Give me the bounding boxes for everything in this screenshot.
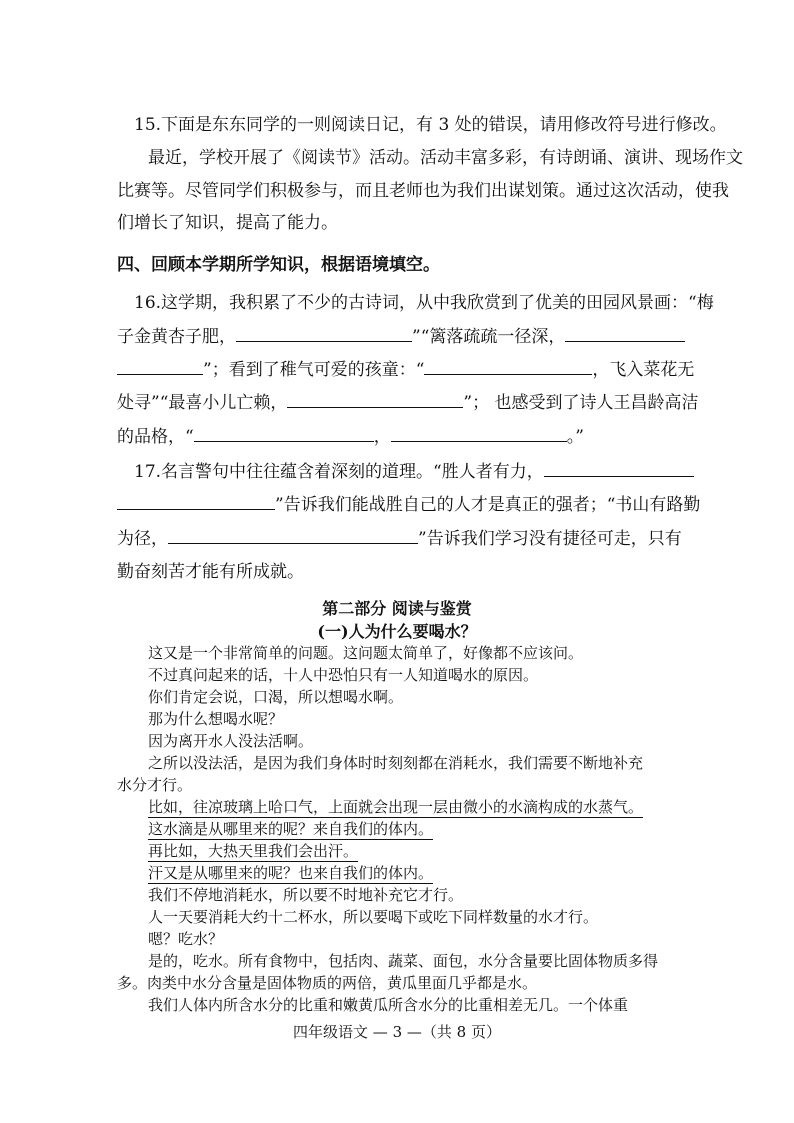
q16-line-3 [117,357,694,382]
q16-line-5-text-c: 。” [566,427,584,447]
passage-title: (一)人为什么要喝水？ [317,622,477,641]
q15-stem: 15.下面是东东同学的一则阅读日记，有 3 处的错误，请用修改符号进行修改。 [134,115,727,135]
q16-line-5-text-a: 的品格，“ [117,427,194,447]
q17-line-2-text: ”告诉我们能战胜自己的人才是真正的强者；“书山有路勤 [275,495,701,515]
answer-blank[interactable] [287,390,463,408]
passage-line: 不过真问起来的话，十人中恐怕只有一人知道喝水的原因。 [148,666,539,684]
q17-line-3 [117,526,682,551]
passage-line: 你们肯定会说，口渴，所以想喝水啊。 [148,688,404,706]
passage-line: 这又是一个非常简单的问题。这问题太简单了，好像都不应该问。 [148,644,584,662]
section-4-title: 四、回顾本学期所学知识，根据语境填空。 [117,255,440,275]
answer-blank[interactable] [117,492,275,510]
q17-line-1-text: 17.名言警句中往往蕴含着深刻的道理。“胜人者有力， [134,462,544,482]
passage-line: 多。肉类中水分含量是固体物质的两倍，黄瓜里面几乎都是水。 [117,974,538,992]
passage-line: 因为离开水人没法活啊。 [148,732,314,750]
passage-line-underlined [148,797,643,817]
answer-blank[interactable] [236,324,412,342]
q16-line-2-text-a: 子金黄杏子肥， [117,327,236,347]
underlined-sentence: 比如，往凉玻璃上哈口气，上面就会出现一层由微小的水滴构成的水蒸气。 [148,798,644,816]
q17-line-2 [117,492,700,517]
passage-line-underlined [148,819,433,839]
passage-line: 之所以没法活，是因为我们身体时时刻刻都在消耗水，我们需要不断地补充 [148,754,644,772]
answer-blank[interactable] [424,357,592,375]
passage-line: 人一天要消耗大约十二杯水，所以要喝下或吃下同样数量的水才行。 [148,908,599,926]
q17-line-4: 勤奋刻苦才能有所成就。 [117,562,304,582]
q16-line-4 [117,390,699,415]
q16-line-2 [117,324,685,349]
passage-line: 我们不停地消耗水，所以要不时地补充它才行。 [148,886,464,904]
part-2-title: 第二部分 阅读与鉴赏 [322,599,472,618]
passage-line: 嗯？吃水？ [148,930,224,948]
answer-blank[interactable] [391,424,567,442]
passage-line-underlined [148,841,358,861]
q16-line-5-text-b: ， [373,427,391,447]
underlined-sentence: 再比如，大热天里我们会出汗。 [148,842,359,860]
passage-line: 是的，吃水。所有食物中，包括肉、蔬菜、面包，水分含量要比固体物质多得 [148,952,659,970]
underlined-sentence: 汗又是从哪里来的呢？也来自我们的体内。 [148,864,434,882]
page-footer: 四年级语文 — 3 —（共 8 页） [293,1023,501,1041]
passage-line: 水分才行。 [117,776,193,794]
q17-line-1 [134,459,694,484]
passage-line: 我们人体内所含水分的比重和嫩黄瓜所含水分的比重相差无几。一个体重 [148,996,629,1014]
q16-line-1: 16.这学期，我积累了不少的古诗词，从中我欣赏到了优美的田园风景画：“梅 [134,293,714,313]
q16-line-2-text-b: ”“篱落疏疏一径深， [412,327,566,347]
answer-blank[interactable] [544,459,694,477]
q16-line-4-text-a: 处寻”“最喜小儿亡赖， [117,393,288,413]
q17-line-3-text-b: ”告诉我们学习没有捷径可走，只有 [418,529,682,549]
q16-line-3-text-b: ，飞入菜花无 [592,360,695,380]
q17-line-3-text-a: 为径， [117,529,168,549]
answer-blank[interactable] [117,357,203,375]
answer-blank[interactable] [194,424,374,442]
underlined-sentence: 这水滴是从哪里来的呢？来自我们的体内。 [148,820,434,838]
q15-diary-line-1: 最近，学校开展了《阅读节》活动。活动丰富多彩，有诗朗诵、演讲、现场作文 [148,148,743,168]
answer-blank[interactable] [565,324,685,342]
q16-line-4-text-b: ”； 也感受到了诗人王昌龄高洁 [463,393,699,413]
q16-line-3-text-a: ”；看到了稚气可爱的孩童：“ [203,360,425,380]
q15-diary-line-3: 们增长了知识，提高了能力。 [117,213,338,233]
q15-diary-line-2: 比赛等。尽管同学们积极参与，而且老师也为我们出谋划策。通过这次活动，使我 [117,181,729,201]
passage-line: 那为什么想喝水呢？ [148,710,284,728]
q16-line-5 [117,424,584,449]
answer-blank[interactable] [168,526,418,544]
passage-line-underlined [148,863,433,883]
